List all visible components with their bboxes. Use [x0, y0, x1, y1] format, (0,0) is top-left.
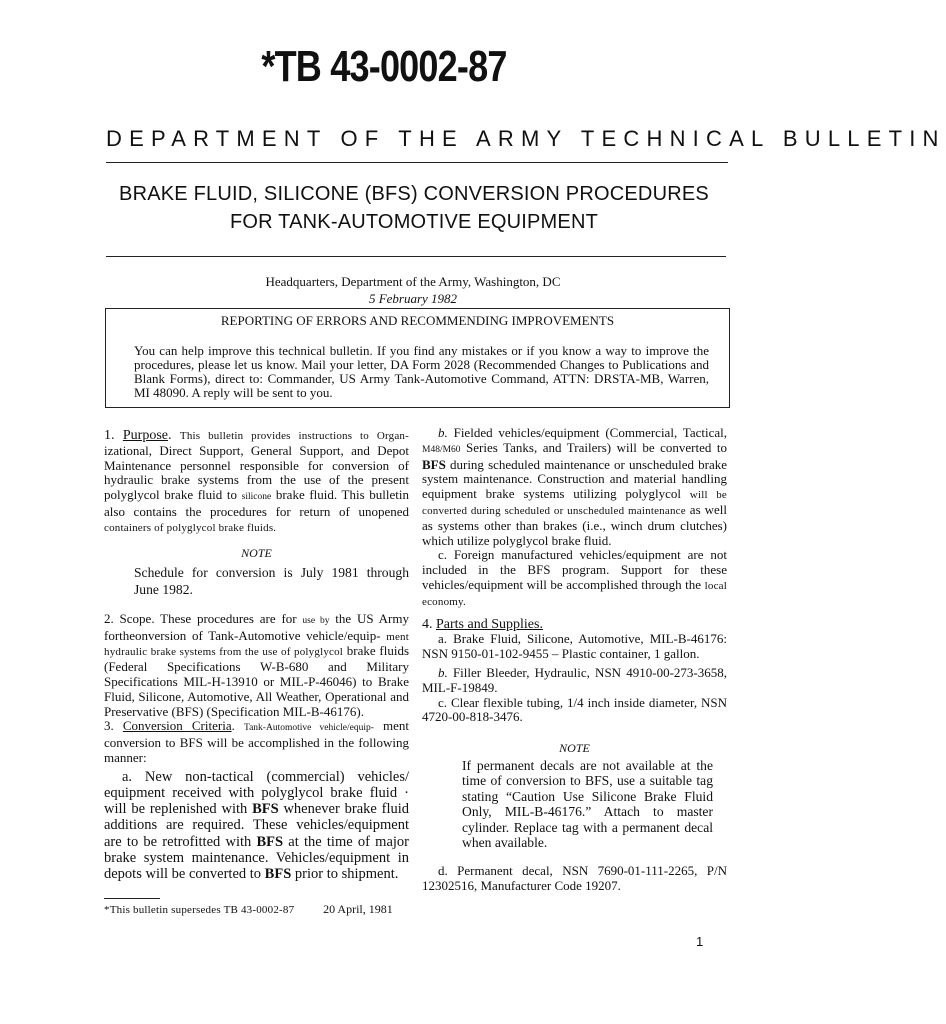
headquarters-line: Headquarters, Department of the Army, Washington, DC	[265, 274, 561, 289]
paragraph-parts: 4. Parts and Supplies.	[422, 616, 543, 632]
reporting-box	[105, 308, 730, 408]
page-number: 1	[696, 934, 704, 949]
parts-heading: Parts and Supplies.	[436, 616, 543, 632]
paragraph-scope: 2. Scope. These procedures are for use by the US Army fortheonversion of Tank-Automotive vehicle/equip- ment hydraulic brake systems from the use of polyglycol brake fluids (Federal Specifications W-B-680 and Military Specifications MIL-H-13910 or MIL-P-46046) to Brake Fluid, Silicone, Automotive, All Weather, Operational and Preservative (BFS) (Specification MIL-B-46176).	[104, 610, 410, 719]
paragraph-4d: d. Permanent decal, NSN 7690-01-111-2265, P/N 12302516, Manufacturer Code 19207.	[422, 863, 727, 894]
paragraph-3b: b. Fielded vehicles/equipment (Commercial, Tactical, M48/M60 Series Tanks, and Trailers) will be converted to BFS during scheduled maintenance or unscheduled brake system maintenance. Construction and material handling equipment brake systems utilizing polyglycol will be converted during scheduled or unscheduled maintenance as well as systems other than brakes (i.e., winch drum clutches) which utilize polyglycol brake fluid.	[422, 425, 727, 548]
footnote	[104, 902, 393, 917]
subject-divider	[106, 256, 726, 257]
reporting-title: REPORTING OF ERRORS AND RECOMMENDING IMPROVEMENTS	[220, 313, 615, 328]
conversion-criteria-heading: Conversion Criteria	[122, 718, 232, 734]
document-subject	[100, 180, 728, 236]
reporting-text: You can help improve this technical bulletin. If you find any mistakes or if you know a way to improve the procedures, please let us know. Mail your letter, DA Form 2028 (Recommended Changes to Publications and Blank Forms), direct to: Commander, US Army Tank-Automotive Command, ATTN: DRSTA-MB, Warren, MI 48090. A reply will be sent to you.	[134, 343, 709, 400]
purpose-heading: Purpose	[122, 428, 169, 443]
note-schedule: Schedule for conversion is July 1981 through June 1982.	[134, 565, 409, 597]
paragraph-purpose: 1. Purpose. This bulletin provides instructions to Organ- izational, Direct Support, General Support, and Depot Maintenance personnel responsible for conversion of hydraulic brake systems from the use of the present polyglycol brake fluid to silicone brake fluid. This bulletin also contains the procedures for return of unopened containers of polyglycol brake fluids.	[104, 428, 409, 534]
publication-date: 5 February 1982	[368, 291, 458, 306]
left-column	[104, 428, 409, 882]
footnote-rule	[104, 898, 160, 899]
headquarters-block	[200, 273, 626, 307]
supersedes-date: 20 April, 1981	[323, 902, 393, 916]
supersedes-note: *This bulletin supersedes TB 43-0002-87	[104, 904, 295, 916]
right-column	[422, 426, 727, 894]
subject-line-1: BRAKE FLUID, SILICONE (BFS) CONVERSION PROCEDURES	[119, 183, 709, 205]
paragraph-3a: a. New non-tactical (commercial) vehicles/ equipment received with polyglycol brake fluid · will be replenished with BFS whenever brake fluid additions are required. These vehicles/equipment are to be retrofitted with BFS at the time of major brake system maintenance. Vehicles/equipment in depots will be converted to BFS prior to shipment.	[104, 768, 409, 882]
note-heading-2: NOTE	[559, 741, 590, 756]
paragraph-4c: c. Clear flexible tubing, 1/4 inch inside diameter, NSN 4720-00-818-3476.	[422, 694, 727, 725]
department-heading: DEPARTMENT OF THE ARMY TECHNICAL BULLETIN	[106, 126, 946, 151]
paragraph-4a: a. Brake Fluid, Silicone, Automotive, MIL-B-46176: NSN 9150-01-102-9455 – Plastic container, 1 gallon.	[422, 631, 727, 662]
paragraph-3c: c. Foreign manufactured vehicles/equipment are not included in the BFS program. Support for these vehicles/equipment will be accomplished through the local economy.	[422, 547, 727, 608]
paragraph-conversion-criteria: 3. Conversion Criteria. Tank-Automotive vehicle/equip- ment conversion to BFS will be accomplished in the following manner:	[104, 718, 409, 765]
header-divider	[106, 162, 728, 163]
paragraph-4b: b. Filler Bleeder, Hydraulic, NSN 4910-00-273-3658, MIL-F-19849.	[422, 664, 727, 695]
note-decals: If permanent decals are not available at the time of conversion to BFS, use a suitable tag stating “Caution Use Silicone Brake Fluid Only, MIL-B-46176.” Attach to master cylinder. Replace tag with a permanent decal when available.	[462, 757, 713, 850]
note-heading: NOTE	[241, 545, 272, 560]
bulletin-number: *TB 43-0002-87	[261, 42, 507, 91]
subject-line-2: FOR TANK-AUTOMOTIVE EQUIPMENT	[229, 211, 599, 233]
